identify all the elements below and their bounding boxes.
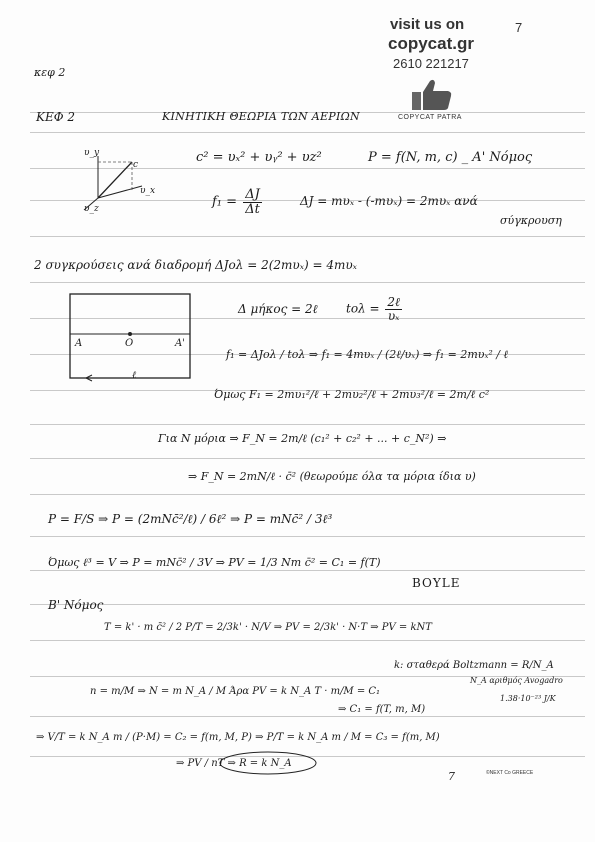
law-b-heading: Β' Νόμος xyxy=(48,598,104,612)
ruled-line xyxy=(30,236,585,237)
eq-however-volume: Όμως ℓ³ = V ⇒ P = mNc̄² / 3V ⇒ PV = 1/3 Nm c̄² = C₁ = f(T) xyxy=(48,556,381,569)
page-number: 7 xyxy=(515,20,523,35)
box-label-a-prime: Α' xyxy=(175,338,185,349)
diagram-label-uy: υ_y xyxy=(84,148,100,158)
eq-f1-numerator: ΔJ xyxy=(243,188,262,203)
footer-page-number: 7 xyxy=(448,770,455,783)
eq-v-over-t: ⇒ V/T = k N_A m / (P·M) = C₂ = f(m, M, P) ⇒ P/T = k N_A m / M = C₃ = f(m, M) xyxy=(36,732,440,743)
eq-path-length: Δ μήκος = 2ℓ xyxy=(238,302,318,316)
header-visit: visit us on xyxy=(390,16,465,33)
ruled-line xyxy=(30,716,585,717)
ruled-line xyxy=(30,494,585,495)
ruled-line xyxy=(30,640,585,641)
eq-t-total-fraction xyxy=(385,296,402,322)
box-label-a: Α xyxy=(75,338,83,349)
ruled-line xyxy=(30,132,585,133)
ruled-line xyxy=(30,604,585,605)
boyle-label: BOYLE xyxy=(412,576,461,590)
boltzmann-value: 1.38·10⁻²³ J/K xyxy=(500,694,556,703)
diagram-label-c: c xyxy=(133,160,139,170)
line-two-collisions: 2 συγκρούσεις ανά διαδρομή ΔJολ = 2(2mυₓ) = 4mυₓ xyxy=(34,258,357,272)
ruled-line xyxy=(30,536,585,537)
box-label-length: ℓ xyxy=(132,370,137,381)
chapter-label: ΚΕΦ 2 xyxy=(36,110,76,124)
eq-collision-word: σύγκρουση xyxy=(500,214,562,227)
eq-f1-denominator: Δt xyxy=(245,201,260,217)
eq-f1-derivation: f₁ = ΔJολ / tολ ⇒ f₁ = 4mυₓ / (2ℓ/υₓ) ⇒ f₁ = 2mυₓ² / ℓ xyxy=(226,348,509,361)
diagram-label-uz: υ_z xyxy=(84,204,99,214)
eq-f1 xyxy=(212,188,264,216)
thumbs-up-icon xyxy=(410,78,454,112)
chapter-tag: κεφ 2 xyxy=(34,66,66,79)
ruled-line xyxy=(30,424,585,425)
footer-mark: ©NEXT Co GREECE xyxy=(486,770,534,776)
circled-result xyxy=(218,750,318,776)
header-site: copycat.gr xyxy=(388,34,474,53)
page-title: ΚΙΝΗΤΙΚΗ ΘΕΩΡΙΑ ΤΩΝ ΑΕΡΙΩΝ xyxy=(162,110,360,123)
eq-t-total-denominator: υₓ xyxy=(387,308,400,323)
boltzmann-note: k: σταθερά Boltzmann = R/N_A xyxy=(394,660,554,671)
eq-law-a: P = f(N, m, c) _ Α' Νόμος xyxy=(368,150,533,165)
eq-f1-fraction xyxy=(243,188,262,216)
ruled-line xyxy=(30,458,585,459)
eq-t-total-numerator: 2ℓ xyxy=(387,295,400,309)
eq-t-total xyxy=(346,296,404,322)
header-brand: COPYCAT PATRA xyxy=(398,114,462,121)
eq-for-n-molecules: Για N μόρια ⇒ F_N = 2m/ℓ (c₁² + c₂² + ... + c_N²) ⇒ xyxy=(158,432,447,445)
eq-moles: n = m/M ⇒ N = m N_A / M Άρα PV = k N_A T · m/M = C₁ xyxy=(90,686,381,697)
header-phone: 2610 221217 xyxy=(393,56,469,71)
eq-however-f1: Όμως F₁ = 2mυ₁²/ℓ + 2mυ₂²/ℓ + 2mυ₃²/ℓ = 2m/ℓ c² xyxy=(214,388,490,401)
eq-gas-constant: ⇒ PV / nT ⇒ R = k N_A xyxy=(176,758,292,769)
eq-temperature: T = k' · m c̄² / 2 P/T = 2/3k' · N/V ⇒ PV = 2/3k' · N·T ⇒ PV = kNT xyxy=(104,622,432,633)
eq-delta-j: ΔJ = mυₓ - (-mυₓ) = 2mυₓ ανά xyxy=(300,194,478,208)
box-label-o: Ο xyxy=(125,338,134,349)
avogadro-note: Ν_A αριθμός Avogadro xyxy=(470,676,563,685)
eq-pressure: P = F/S ⇒ P = (2mNc̄²/ℓ) / 6ℓ² ⇒ P = mNc̄² / 3ℓ³ xyxy=(48,512,333,526)
ruled-line xyxy=(30,570,585,571)
eq-c1-function: ⇒ C₁ = f(T, m, M) xyxy=(338,704,426,715)
eq-f1-lhs: f₁ = xyxy=(212,194,238,210)
eq-fn: ⇒ F_N = 2mN/ℓ · c̄² (θεωρούμε όλα τα μόρια ίδια υ) xyxy=(188,470,476,483)
diagram-label-ux: υ_x xyxy=(140,186,156,196)
eq-c-squared: c² = υₓ² + υᵧ² + υz² xyxy=(196,150,322,165)
eq-t-total-lhs: tολ = xyxy=(346,301,380,316)
ruled-line xyxy=(30,282,585,283)
